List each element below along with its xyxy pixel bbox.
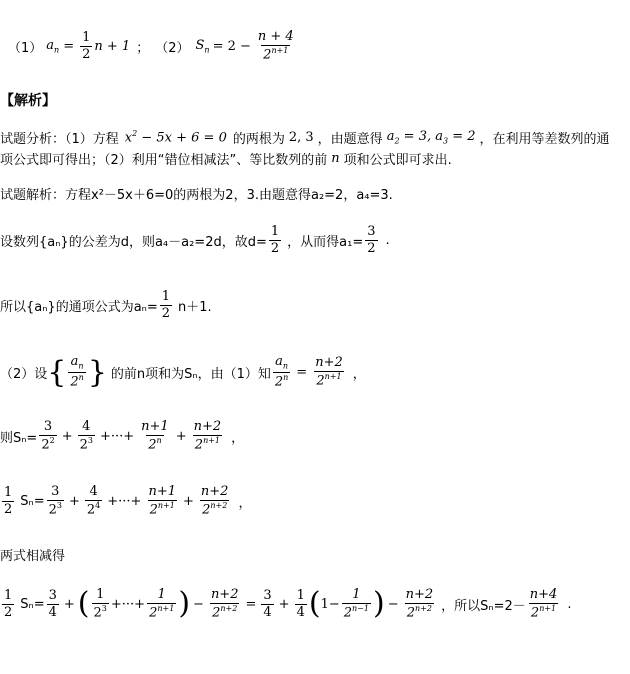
equation: $x^2 - 5x + 6 = 0$ [124,129,227,146]
analysis-line-2: 项公式即可得出；（2）利用“错位相减法”、等比数列的前 n 项和公式即可求出. [0,151,452,168]
part2-label: （2） [155,40,190,56]
formula-n-plus-1: n + 1 [94,38,131,54]
fraction-half: $\frac{1}{2}$ [82,29,91,62]
solution-line-5: 则Sₙ= $\frac{3}{2^2}$ + $\frac{4}{2^3}$ +···+ $\frac{n+1}{2^n}$ + $\frac{n+2}{2^{n+1}}$ ， [0,419,245,453]
formula-an: $a_n$ [46,38,60,55]
separator: ； [136,40,150,56]
solution-line-2: 设数列{aₙ}的公差为d，则a₄－a₂=2d，故d= $\frac{1}{2}$ ，从而得a₁= $\frac{3}{2}$ . [0,224,390,257]
solution-line-6: $\frac{1}{2}$ Sₙ= $\frac{3}{2^3}$ + $\frac{4}{2^4}$ +···+ $\frac{n+1}{2^{n+1}}$ + $\frac{n+2}{2^{n+2}}$ ， [4,484,252,518]
solution-line-1: 试题解析：方程x²－5x＋6=0的两根为2，3.由题意得a₂=2，a₄=3. [0,188,393,203]
analysis-line-1: 试题分析：（1）方程 $x^2 - 5x + 6 = 0$ 的两根为 2, 3 ，由题意得 $a_2 = 3$, $a_3 = 2$ ，在利用等差数列的通 [0,129,610,147]
solution-line-8: $\frac{1}{2}$ Sₙ= $\frac{3}{4}$ + ( $\frac{1}{2^3}$ +···+ $\frac{1}{2^{n+1}}$ ) − $\frac{n+2}{2^{n+2}}$ = $\frac{3}{4}$ + $\frac{1}{4}$ ( 1− $\frac{1}{2^{n-1}}$ ) − $\frac{n+2}{2^{n+2}}$ ，所以Sₙ=2－ $\frac{n+4}{2^{n+1}}$ . [4,586,572,622]
analysis-heading: 【解析】 [0,93,56,109]
solution-line-3: 所以{aₙ}的通项公式为aₙ= $\frac{1}{2}$ n＋1. [0,289,212,322]
solution-line-4: （2）设 { $\frac{a_n}{2^n}$ } 的前n项和为Sₙ，由（1）知 $\frac{a_n}{2^n}$ = $\frac{n+2}{2^{n+1}}$ ， [0,354,366,390]
formula-sn: $S_n$ [195,38,210,55]
part1-label: （1） [8,40,43,56]
solution-line-7: 两式相减得 [0,549,66,564]
fraction-n4: $\frac{n + 4}{2^{n+1}}$ [257,29,294,63]
answer-line: （1） $a_n$ = $\frac{1}{2}$ n + 1 ； （2） $S_n$ = 2 − $\frac{n + 4}{2^{n+1}}$ [8,29,294,63]
